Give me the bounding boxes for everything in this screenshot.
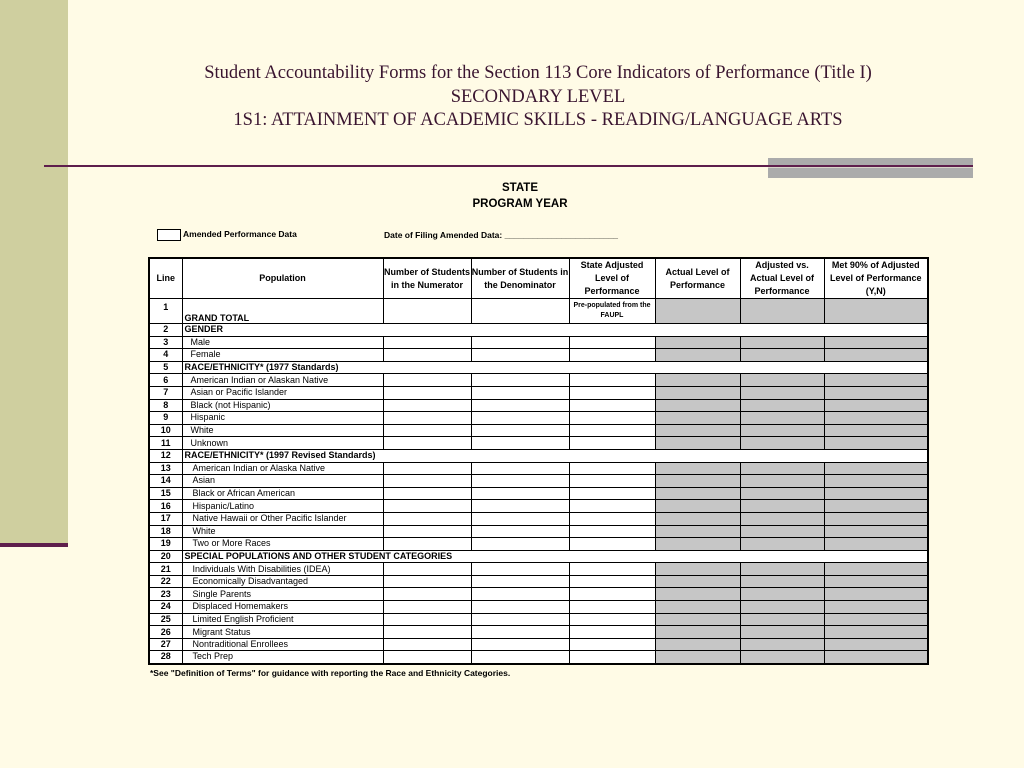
table-section-row [149,324,928,337]
adjusted-vs-actual-cell [740,538,824,551]
numerator-cell[interactable] [383,601,471,614]
met90-cell [824,424,928,437]
numerator-cell[interactable] [383,412,471,425]
actual-cell [655,487,740,500]
actual-cell [655,626,740,639]
state-adjusted-cell[interactable] [569,512,655,525]
line-number: 10 [149,424,182,437]
actual-cell [655,651,740,664]
actual-cell [655,336,740,349]
state-adjusted-cell[interactable] [569,412,655,425]
actual-cell [655,638,740,651]
actual-cell [655,424,740,437]
population-label: Individuals With Disabilities (IDEA) [182,563,383,576]
denominator-cell[interactable] [471,399,569,412]
table-row [149,638,928,651]
table-row [149,575,928,588]
left-accent-bar [0,0,68,546]
table-row [149,374,928,387]
line-number: 6 [149,374,182,387]
table-section-row [149,361,928,374]
line-number: 4 [149,349,182,362]
table-row [149,399,928,412]
met90-cell [824,512,928,525]
actual-cell [655,613,740,626]
numerator-cell[interactable] [383,563,471,576]
table-row [149,462,928,475]
adjusted-vs-actual-cell [740,588,824,601]
denominator-cell[interactable] [471,525,569,538]
line-number: 13 [149,462,182,475]
col-header-actual: Actual Level of Performance [655,258,740,299]
state-adjusted-cell[interactable] [569,374,655,387]
denominator-cell[interactable] [471,424,569,437]
population-label: Migrant Status [182,626,383,639]
line-number: 9 [149,412,182,425]
line-number: 19 [149,538,182,551]
table-row [149,512,928,525]
adjusted-vs-actual-cell [740,575,824,588]
line-number: 23 [149,588,182,601]
table-row [149,487,928,500]
denominator-cell[interactable] [471,437,569,450]
population-label: White [182,424,383,437]
adjusted-vs-actual-cell [740,336,824,349]
adjusted-vs-actual-cell [740,638,824,651]
numerator-cell[interactable] [383,651,471,664]
actual-cell [655,475,740,488]
state-adjusted-cell[interactable] [569,613,655,626]
population-label: Two or More Races [182,538,383,551]
line-number: 7 [149,386,182,399]
adjusted-vs-actual-cell [740,399,824,412]
section-label: RACE/ETHNICITY* (1997 Revised Standards) [182,449,928,462]
state-header [440,180,600,212]
numerator-cell[interactable] [383,525,471,538]
adjusted-vs-actual-cell [740,487,824,500]
population-label: Asian or Pacific Islander [182,386,383,399]
state-adjusted-cell[interactable] [569,386,655,399]
footnote: *See "Definition of Terms" for guidance with reporting the Race and Ethnicity Categories. [150,668,511,678]
population-label: White [182,525,383,538]
actual-cell [655,462,740,475]
line-number: 5 [149,361,182,374]
met90-cell [824,475,928,488]
grand-total-row [149,299,928,324]
met90-cell [824,487,928,500]
state-adjusted-cell[interactable] [569,349,655,362]
numerator-cell[interactable] [383,638,471,651]
met90-cell [824,601,928,614]
table-row [149,437,928,450]
population-label: Nontraditional Enrollees [182,638,383,651]
denominator-cell[interactable] [471,349,569,362]
numerator-cell[interactable] [383,299,471,324]
denominator-cell[interactable] [471,638,569,651]
population-label: Economically Disadvantaged [182,575,383,588]
denominator-cell[interactable] [471,487,569,500]
population-label: Male [182,336,383,349]
numerator-cell[interactable] [383,374,471,387]
state-adjusted-cell[interactable] [569,588,655,601]
numerator-cell[interactable] [383,399,471,412]
line-number: 25 [149,613,182,626]
numerator-cell[interactable] [383,500,471,513]
actual-cell [655,512,740,525]
table-row [149,626,928,639]
population-label: Hispanic [182,412,383,425]
adjusted-vs-actual-cell [740,412,824,425]
denominator-cell[interactable] [471,299,569,324]
adjusted-vs-actual-cell [740,437,824,450]
met90-cell [824,638,928,651]
adjusted-vs-actual-cell [740,349,824,362]
actual-cell [655,601,740,614]
title-line-3: 1S1: ATTAINMENT OF ACADEMIC SKILLS - READING/LANGUAGE ARTS [233,110,843,130]
col-header-numerator: Number of Students in the Numerator [383,258,471,299]
table-section-row [149,550,928,563]
state-adjusted-cell[interactable] [569,475,655,488]
line-number: 27 [149,638,182,651]
actual-cell [655,399,740,412]
header-gray-band [768,158,973,178]
denominator-cell[interactable] [471,626,569,639]
numerator-cell[interactable] [383,424,471,437]
met90-cell [824,349,928,362]
table-row [149,500,928,513]
denominator-cell[interactable] [471,651,569,664]
population-label: GRAND TOTAL [182,299,383,324]
line-number: 22 [149,575,182,588]
table-row [149,412,928,425]
line-number: 18 [149,525,182,538]
numerator-cell[interactable] [383,575,471,588]
title-line-2: SECONDARY LEVEL [450,86,626,107]
state-adjusted-cell [569,299,655,324]
adjusted-vs-actual-cell [740,613,824,626]
met90-cell [824,538,928,551]
col-header-line: Line [149,258,182,299]
denominator-cell[interactable] [471,386,569,399]
program-year-label: PROGRAM YEAR [472,198,568,210]
section-label: GENDER [182,324,928,337]
amended-checkbox[interactable] [157,229,181,241]
state-adjusted-cell[interactable] [569,563,655,576]
adjusted-vs-actual-cell [740,512,824,525]
met90-cell [824,437,928,450]
denominator-cell[interactable] [471,601,569,614]
denominator-cell[interactable] [471,575,569,588]
title-divider [44,165,973,167]
table-row [149,336,928,349]
table-row [149,538,928,551]
numerator-cell[interactable] [383,475,471,488]
population-label: Unknown [182,437,383,450]
table-header-row [149,258,928,299]
col-header-adjusted-vs-actual: Adjusted vs. Actual Level of Performance [740,258,824,299]
state-adjusted-cell[interactable] [569,500,655,513]
state-adjusted-cell[interactable] [569,525,655,538]
population-label: Single Parents [182,588,383,601]
line-number: 2 [149,324,182,337]
state-adjusted-cell[interactable] [569,638,655,651]
denominator-cell[interactable] [471,500,569,513]
col-header-met90: Met 90% of Adjusted Level of Performance (Y,N) [824,258,928,299]
table-section-row [149,449,928,462]
filing-date-label: Date of Filing Amended Data: ________________________ [384,230,619,240]
met90-cell [824,412,928,425]
met90-cell [824,613,928,626]
met90-cell [824,563,928,576]
line-number: 16 [149,500,182,513]
adjusted-vs-actual-cell [740,299,824,324]
met90-cell [824,336,928,349]
state-adjusted-cell[interactable] [569,575,655,588]
met90-cell [824,462,928,475]
adjusted-vs-actual-cell [740,651,824,664]
population-label: American Indian or Alaskan Native [182,374,383,387]
adjusted-vs-actual-cell [740,462,824,475]
state-adjusted-cell[interactable] [569,462,655,475]
table-row [149,424,928,437]
table-row [149,386,928,399]
denominator-cell[interactable] [471,613,569,626]
adjusted-vs-actual-cell [740,386,824,399]
col-header-population: Population [182,258,383,299]
col-header-denominator: Number of Students in the Denominator [471,258,569,299]
table-row [149,601,928,614]
amended-label: Amended Performance Data [183,229,297,239]
actual-cell [655,374,740,387]
numerator-cell[interactable] [383,487,471,500]
adjusted-vs-actual-cell [740,424,824,437]
numerator-cell[interactable] [383,336,471,349]
population-label: American Indian or Alaska Native [182,462,383,475]
denominator-cell[interactable] [471,538,569,551]
line-number: 15 [149,487,182,500]
state-adjusted-cell[interactable] [569,424,655,437]
actual-cell [655,563,740,576]
denominator-cell[interactable] [471,374,569,387]
adjusted-vs-actual-cell [740,475,824,488]
population-label: Limited English Proficient [182,613,383,626]
met90-cell [824,500,928,513]
section-label: SPECIAL POPULATIONS AND OTHER STUDENT CATEGORIES [182,550,928,563]
line-number: 24 [149,601,182,614]
table-row [149,651,928,664]
table-row [149,613,928,626]
population-label: Native Hawaii or Other Pacific Islander [182,512,383,525]
actual-cell [655,575,740,588]
numerator-cell[interactable] [383,512,471,525]
met90-cell [824,374,928,387]
table-row [149,475,928,488]
met90-cell [824,299,928,324]
line-number: 3 [149,336,182,349]
state-adjusted-cell[interactable] [569,437,655,450]
col-header-state-adjusted: State Adjusted Level of Performance [569,258,655,299]
line-number: 26 [149,626,182,639]
numerator-cell[interactable] [383,613,471,626]
denominator-cell[interactable] [471,588,569,601]
adjusted-vs-actual-cell [740,563,824,576]
numerator-cell[interactable] [383,538,471,551]
actual-cell [655,349,740,362]
line-number: 8 [149,399,182,412]
numerator-cell[interactable] [383,437,471,450]
table-row [149,588,928,601]
denominator-cell[interactable] [471,412,569,425]
line-number: 11 [149,437,182,450]
numerator-cell[interactable] [383,386,471,399]
adjusted-vs-actual-cell [740,525,824,538]
adjusted-vs-actual-cell [740,374,824,387]
prepopulated-note: Pre-populated from the FAUPL [573,302,651,319]
state-adjusted-cell[interactable] [569,601,655,614]
numerator-cell[interactable] [383,349,471,362]
table-row [149,349,928,362]
state-adjusted-cell[interactable] [569,626,655,639]
denominator-cell[interactable] [471,512,569,525]
state-adjusted-cell[interactable] [569,538,655,551]
state-adjusted-cell[interactable] [569,336,655,349]
population-label: Female [182,349,383,362]
line-number: 28 [149,651,182,664]
denominator-cell[interactable] [471,563,569,576]
population-label: Hispanic/Latino [182,500,383,513]
adjusted-vs-actual-cell [740,626,824,639]
line-number: 17 [149,512,182,525]
line-number: 12 [149,449,182,462]
numerator-cell[interactable] [383,588,471,601]
met90-cell [824,588,928,601]
table-row [149,563,928,576]
actual-cell [655,412,740,425]
line-number: 21 [149,563,182,576]
state-adjusted-cell[interactable] [569,487,655,500]
state-label: STATE [502,182,538,194]
adjusted-vs-actual-cell [740,601,824,614]
state-adjusted-cell[interactable] [569,651,655,664]
actual-cell [655,588,740,601]
adjusted-vs-actual-cell [740,500,824,513]
population-label: Displaced Homemakers [182,601,383,614]
population-label: Black or African American [182,487,383,500]
actual-cell [655,525,740,538]
met90-cell [824,626,928,639]
section-label: RACE/ETHNICITY* (1977 Standards) [182,361,928,374]
left-accent-rule [0,543,68,547]
denominator-cell[interactable] [471,462,569,475]
met90-cell [824,575,928,588]
actual-cell [655,437,740,450]
denominator-cell[interactable] [471,336,569,349]
line-number: 1 [149,299,182,324]
actual-cell [655,299,740,324]
table-row [149,525,928,538]
slide-title [80,62,996,133]
numerator-cell[interactable] [383,626,471,639]
line-number: 20 [149,550,182,563]
actual-cell [655,538,740,551]
population-label: Tech Prep [182,651,383,664]
title-line-1: Student Accountability Forms for the Section 113 Core Indicators of Performance (Title I) [204,63,872,83]
actual-cell [655,500,740,513]
met90-cell [824,386,928,399]
population-label: Asian [182,475,383,488]
met90-cell [824,525,928,538]
actual-cell [655,386,740,399]
met90-cell [824,399,928,412]
numerator-cell[interactable] [383,462,471,475]
line-number: 14 [149,475,182,488]
population-label: Black (not Hispanic) [182,399,383,412]
state-adjusted-cell[interactable] [569,399,655,412]
performance-table [148,257,929,665]
met90-cell [824,651,928,664]
denominator-cell[interactable] [471,475,569,488]
